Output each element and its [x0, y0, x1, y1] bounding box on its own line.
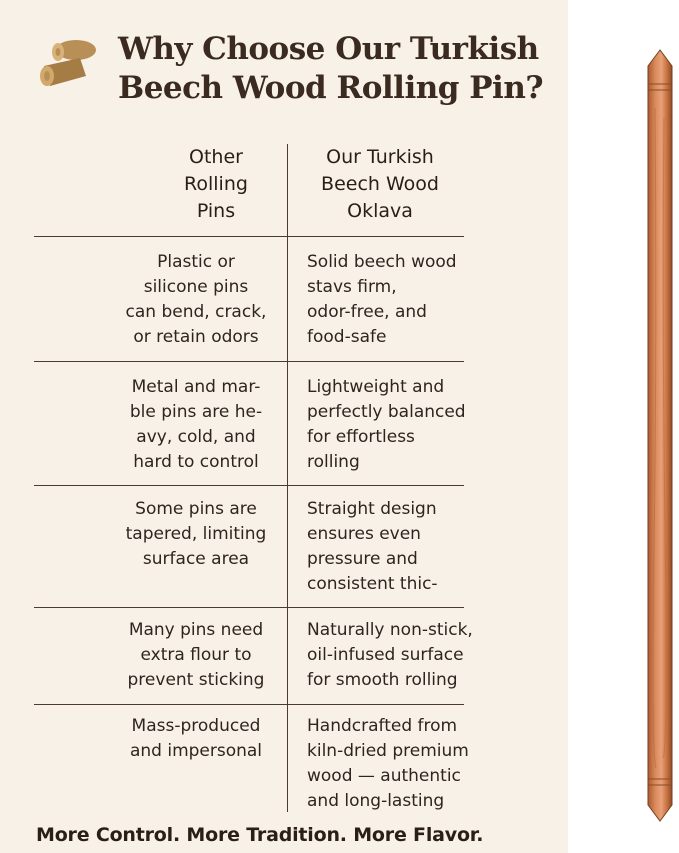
column-header-other-line: Pins [196, 200, 236, 222]
tagline: More Control. More Tradition. More Flavor. [36, 824, 484, 846]
cell-line: and impersonal [129, 741, 263, 761]
column-divider [287, 144, 288, 812]
cell-line: Plastic or [157, 252, 235, 272]
title-line-2: Beech Wood Rolling Pin? [118, 70, 544, 106]
page-title [118, 30, 558, 108]
column-header-ours-line: Oklava [347, 200, 413, 222]
cell-line: kiln-dried premium [307, 741, 469, 761]
cell-line: pressure and [307, 549, 418, 569]
cell-line: Handcrafted from [307, 716, 458, 736]
row-4-other-cell [110, 618, 282, 693]
row-3-ours-cell [307, 497, 482, 597]
cell-line: wood — authentic [307, 766, 461, 786]
cell-line: odor-free, and [307, 302, 427, 322]
row-divider [34, 236, 464, 237]
row-2-other-cell [110, 375, 282, 475]
cell-line: or retain odors [133, 327, 259, 347]
cell-line: for effortless [307, 427, 415, 447]
title-line-1: Why Choose Our Turkish [118, 31, 539, 67]
row-3-other-cell [110, 497, 282, 572]
cell-line: oil-infused surface [307, 645, 464, 665]
cell-line: stavs firm, [307, 277, 397, 297]
row-1-ours-cell [307, 250, 482, 350]
cell-line: ble pins are he- [129, 402, 263, 422]
cell-line: hard to control [133, 452, 259, 472]
cell-line: Metal and mar- [131, 377, 261, 397]
cell-line: for smooth rolling [307, 670, 458, 690]
column-header-ours-line: Beech Wood [321, 173, 439, 195]
cell-line: Many pins need [128, 620, 264, 640]
cell-line: prevent sticking [127, 670, 265, 690]
row-5-ours-cell [307, 714, 482, 814]
cell-line: perfectly balanced [307, 402, 466, 422]
row-divider [34, 607, 464, 608]
cell-line: ensures even [307, 524, 421, 544]
cell-line: avy, cold, and [136, 427, 256, 447]
cell-line: rolling [307, 452, 360, 472]
row-1-other-cell [110, 250, 282, 350]
cell-line: and long-lasting [307, 791, 445, 811]
cell-line: silicone pins [143, 277, 249, 297]
cell-line: Naturally non-stick, [307, 620, 473, 640]
column-header-other-line: Rolling [184, 173, 248, 195]
cell-line: food-safe [307, 327, 387, 347]
row-divider [34, 361, 464, 362]
column-header-other-line: Other [189, 146, 243, 168]
row-divider [34, 485, 464, 486]
cell-line: Solid beech wood [307, 252, 457, 272]
column-header-ours [300, 144, 460, 225]
cell-line: can bend, crack, [125, 302, 267, 322]
cell-line: consistent thic- [307, 574, 438, 594]
cell-line: surface area [142, 549, 250, 569]
column-header-other [150, 144, 282, 225]
wood-logs-icon [36, 36, 100, 92]
row-4-ours-cell [307, 618, 482, 693]
column-header-ours-line: Our Turkish [326, 146, 434, 168]
cell-line: extra flour to [140, 645, 252, 665]
cell-line: Lightweight and [307, 377, 445, 397]
row-5-other-cell [110, 714, 282, 764]
cell-line: Some pins are [135, 499, 257, 519]
row-divider [34, 704, 464, 705]
cell-line: tapered, limiting [125, 524, 267, 544]
rolling-pin-image [640, 48, 679, 823]
cell-line: Straight design [307, 499, 437, 519]
cell-line: Mass-produced [131, 716, 261, 736]
row-2-ours-cell [307, 375, 482, 475]
